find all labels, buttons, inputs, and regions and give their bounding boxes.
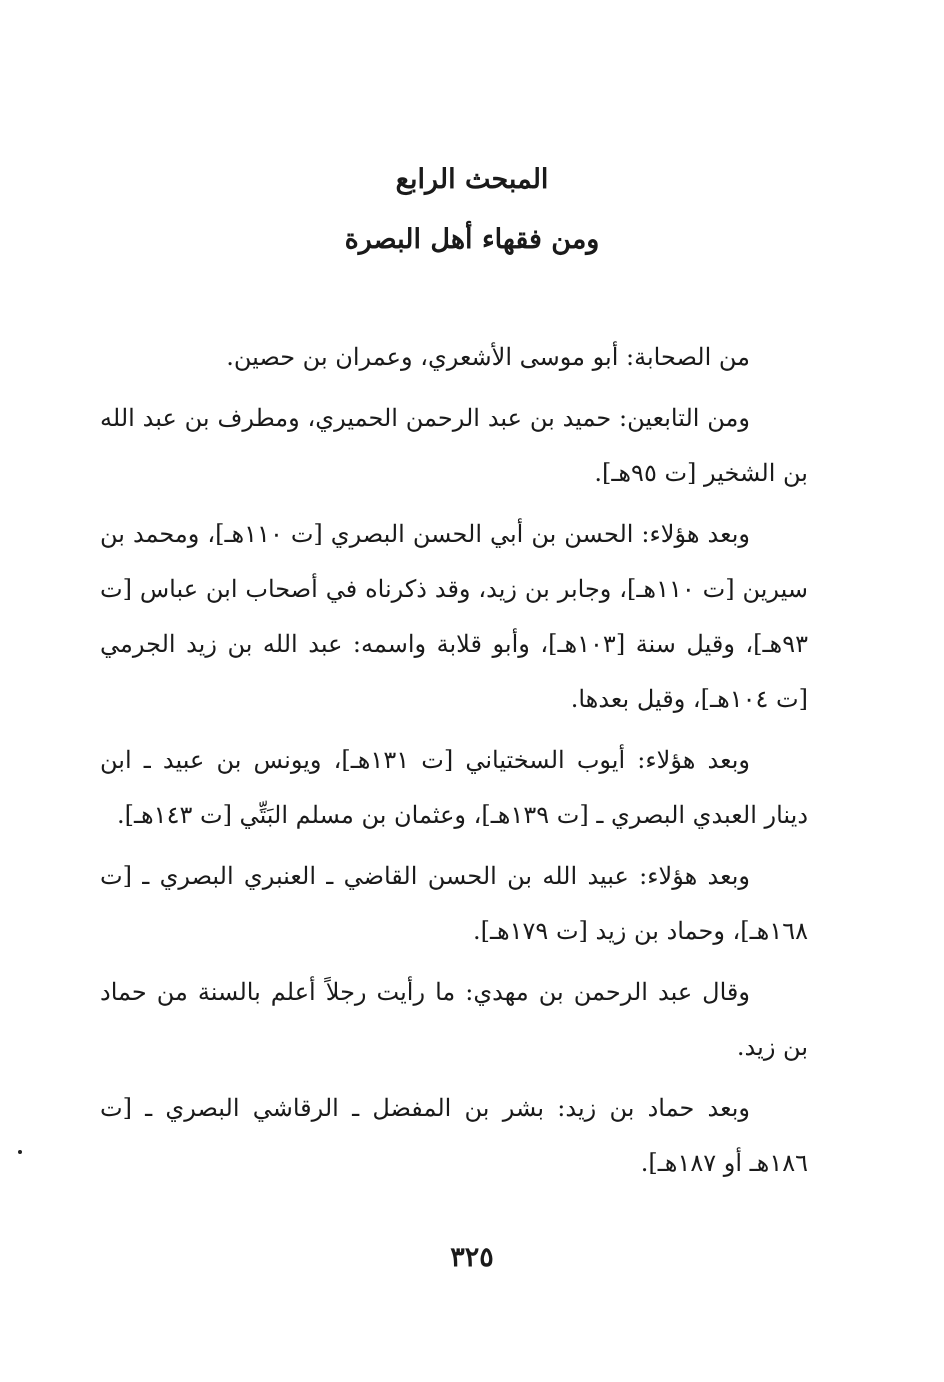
paragraph-ubaidullah: وبعد هؤلاء: عبيد الله بن الحسن القاضي ـ العنبري البصري ـ [ت ١٦٨هـ]، وحماد بن زيد [ت ١٧٩هـ]. [100, 862, 808, 945]
paragraph-hasan-basri: وبعد هؤلاء: الحسن بن أبي الحسن البصري [ت ١١٠هـ]، ومحمد بن سيرين [ت ١١٠هـ]، وجابر بن زيد، وقد ذكرناه في أصحاب ابن عباس [ت ٩٣هـ]، وقيل سنة [١٠٣هـ]، وأبو قلابة واسمه: عبد الله بن زيد الجرمي [ت ١٠٤هـ]، وقيل بعدها. [100, 520, 808, 713]
scan-speck [18, 1150, 22, 1154]
section-title: ومن فقهاء أهل البصرة [344, 224, 600, 255]
paragraph-ibn-mahdi-quote: وقال عبد الرحمن بن مهدي: ما رأيت رجلاً أعلم بالسنة من حماد بن زيد. [100, 978, 808, 1061]
chapter-title: المبحث الرابع [395, 164, 549, 195]
page-number: ٣٢٥ [450, 1242, 494, 1273]
paragraph-bishr: وبعد حماد بن زيد: بشر بن المفضل ـ الرقاشي البصري ـ [ت ١٨٦هـ أو ١٨٧هـ]. [100, 1094, 808, 1177]
paragraph-ayyub: وبعد هؤلاء: أيوب السختياني [ت ١٣١هـ]، ويونس بن عبيد ـ ابن دينار العبدي البصري ـ [ت ١٣٩هـ]، وعثمان بن مسلم البَتِّي [ت ١٤٣هـ]. [100, 746, 808, 829]
paragraph-followers: ومن التابعين: حميد بن عبد الرحمن الحميري، ومطرف بن عبد الله بن الشخير [ت ٩٥هـ]. [100, 404, 808, 487]
body-text [100, 330, 808, 1191]
paragraph-companions: من الصحابة: أبو موسى الأشعري، وعمران بن حصين. [226, 343, 750, 371]
